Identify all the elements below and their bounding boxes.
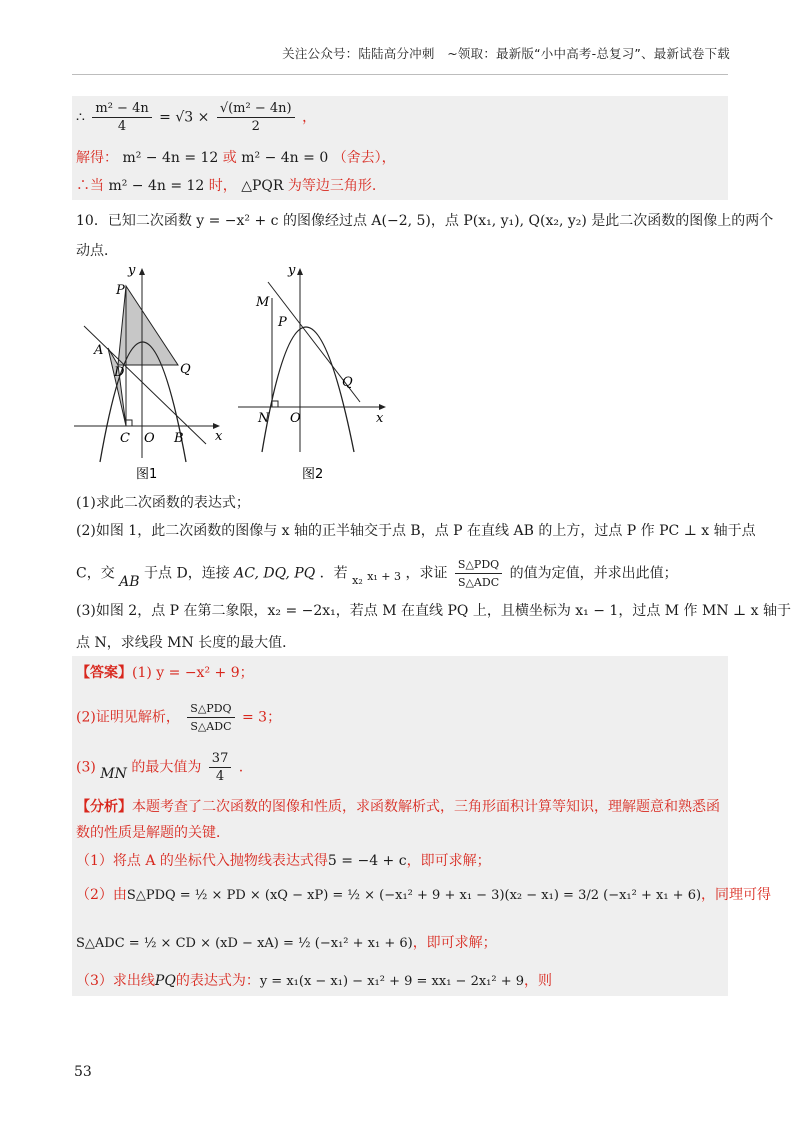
answer-ratio-fraction: $\frac{\text{S△PDQ}}{\text{S△ADC}}$ — [187, 700, 234, 735]
fraction-left: $\frac{\text{m² − 4n}}{4}$ — [92, 100, 151, 135]
prev-line-3: ∴当 m² − 4n = 12 时， △PQR 为等边三角形. — [76, 178, 377, 194]
analysis-step-2-cont: S△ADC = ½ × CD × (xD − xA) = ½ (−x₁² + x₁ + 6)，即可求解； — [76, 935, 497, 951]
label-q: Q — [180, 362, 191, 377]
label-x: x — [376, 411, 384, 426]
label-a: A — [94, 343, 104, 358]
question-stem-line-1: 10．已知二次函数 y = −x² + c 的图像经过点 A(−2, 5)，点 P(x₁, y₁), Q(x₂, y₂) 是此二次函数的图像上的两个 — [76, 213, 774, 229]
y-axis-arrow — [139, 268, 145, 275]
question-part-2-line-2: C，交 AB 于点 D，连接 AC, DQ, PQ ．若 $_{x_2}$ x₁ + 3 ，求证 $\frac{\text{S△PDQ}}{\text{S△ADC}}$ 的值为定值，并求出此值； — [76, 558, 678, 590]
label-d: D — [114, 365, 125, 380]
label-o: O — [144, 431, 155, 446]
analysis-step-2: （2）由S△PDQ = ½ × PD × (xQ − xP) = ½ × (−x₁² + 9 + x₁ − 3)(x₂ − x₁) = 3/2 (−x₁² + x₁ + 6)，同理可得 — [76, 887, 772, 903]
label-p: P — [278, 315, 287, 330]
right-angle-mark — [272, 401, 278, 407]
answer-2: (2)证明见解析， $\frac{\text{S△PDQ}}{\text{S△ADC}}$ = 3； — [76, 702, 282, 733]
answer-3: (3) MN 的最大值为 $\frac{37}{4}$ . — [76, 751, 244, 784]
fraction-right: $\frac{\text{√(m² − 4n)}}{2}$ — [217, 100, 295, 135]
label-q: Q — [342, 375, 353, 390]
figure-2 — [232, 262, 392, 484]
label-c: C — [120, 431, 130, 446]
y-axis-arrow — [297, 268, 303, 275]
analysis-line-2: 数的性质是解题的关键． — [76, 825, 230, 841]
analysis-step-3: （3）求出线PQ的表达式为：y = x₁(x − x₁) − x₁² + 9 = xx₁ − 2x₁² + 9，则 — [76, 973, 553, 989]
analysis-line-1: 【分析】本题考查了二次函数的图像和性质，求函数解析式，三角形面积计算等知识，理解题意和熟悉函 — [76, 799, 720, 815]
figure-2-caption: 图2 — [302, 467, 324, 482]
x-axis-arrow — [379, 404, 386, 410]
question-part-3-line-1: (3)如图 2，点 P 在第二象限，x₂ = −2x₁，若点 M 在直线 PQ 上，且横坐标为 x₁ − 1，过点 M 作 MN ⊥ x 轴于 — [76, 603, 792, 619]
therefore-symbol: ∴ — [76, 109, 85, 126]
triangle-pdq — [118, 286, 178, 365]
question-part-1: (1)求此二次函数的表达式； — [76, 495, 250, 511]
label-y: y — [288, 263, 296, 278]
figure-1-caption: 图1 — [136, 467, 158, 482]
max-value-fraction: $\frac{37}{4}$ — [209, 750, 232, 785]
label-o: O — [290, 411, 301, 426]
label-y: y — [128, 263, 136, 278]
header-divider — [72, 74, 728, 75]
right-angle-mark — [126, 420, 132, 426]
parabola-curve — [262, 327, 354, 452]
figure-1 — [70, 262, 230, 484]
prev-line-1: ∴ $\frac{\text{m² − 4n}}{4}$ = √3 × $\frac{\text{√(m² − 4n)}}{2}$ ， — [76, 101, 317, 134]
question-stem-line-2: 动点． — [76, 243, 118, 259]
ratio-fraction: $\frac{\text{S△PDQ}}{\text{S△ADC}}$ — [455, 556, 502, 591]
question-part-2-line-1: (2)如图 1，此二次函数的图像与 x 轴的正半轴交于点 B，点 P 在直线 AB 的上方，过点 P 作 PC ⊥ x 轴于点 — [76, 523, 756, 539]
answer-1: 【答案】(1) y = −x² + 9； — [76, 665, 254, 681]
page-number: 53 — [74, 1064, 92, 1080]
label-b: B — [174, 431, 184, 446]
label-m: M — [256, 295, 270, 310]
label-x: x — [215, 429, 223, 444]
prev-line-2: 解得： m² − 4n = 12 或 m² − 4n = 0 （舍去）， — [76, 150, 396, 166]
label-n: N — [258, 411, 270, 426]
label-p: P — [116, 283, 125, 298]
page-header: 关注公众号：陆陆高分冲刺 ~领取：最新版“小中高考-总复习”、最新试卷下载 — [282, 46, 730, 61]
analysis-step-1: （1）将点 A 的坐标代入抛物线表达式得5 = −4 + c，即可求解； — [76, 853, 491, 869]
question-part-3-line-2: 点 N，求线段 MN 长度的最大值． — [76, 635, 297, 651]
